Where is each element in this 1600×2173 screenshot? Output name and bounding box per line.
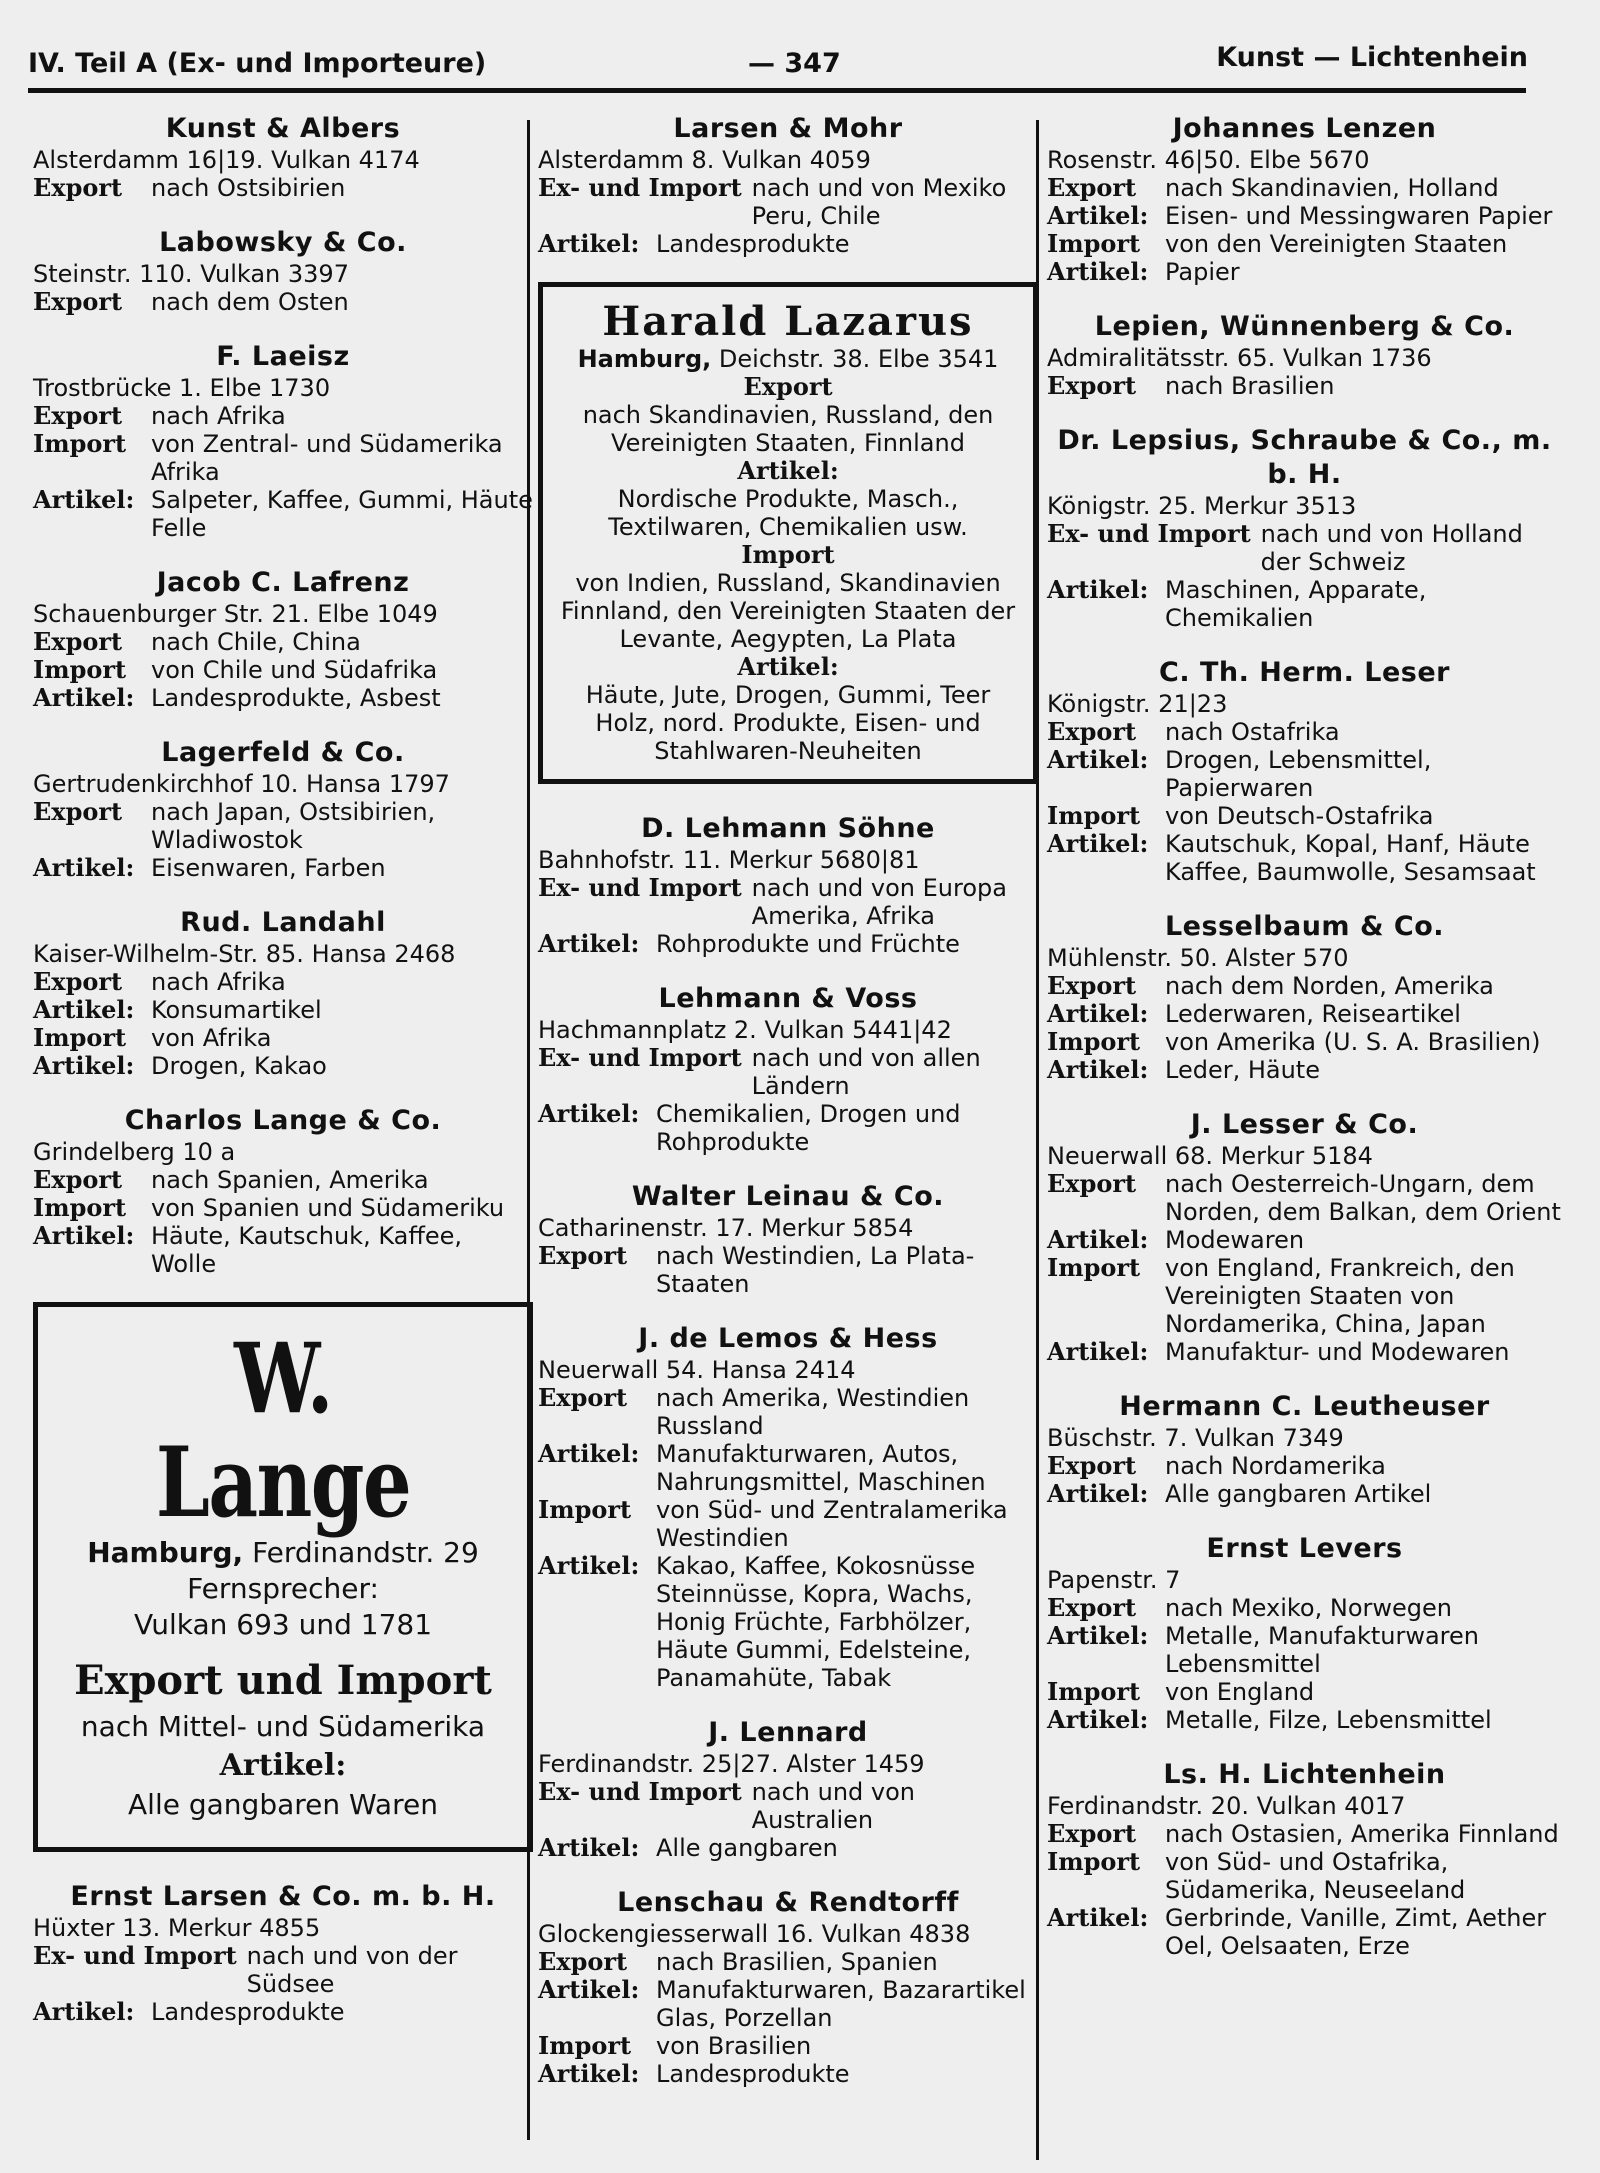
- trade-label: Artikel:: [538, 1975, 640, 2004]
- advert-w-lange: [33, 1302, 533, 1852]
- trade-line: [33, 1166, 533, 1194]
- trade-label: Ex- und Import: [538, 173, 742, 202]
- directory-entry: [1047, 424, 1562, 632]
- trade-text: nach dem Norden, Amerika: [1165, 972, 1494, 1000]
- trade-label: Import: [1047, 1677, 1141, 1706]
- advert-articles-label: Artikel:: [737, 456, 839, 485]
- trade-line: [33, 430, 533, 486]
- trade-text: Manufakturwaren, Bazarartikel Glas, Porzellan: [656, 1976, 1026, 2032]
- directory-entry: [33, 566, 533, 712]
- trade-line: [1047, 718, 1562, 746]
- trade-line: [1047, 1848, 1562, 1904]
- trade-label: Artikel:: [1047, 999, 1149, 1028]
- trade-line: [538, 1948, 1038, 1976]
- trade-label: Artikel:: [1047, 829, 1149, 858]
- trade-text: nach und von Holland der Schweiz: [1260, 520, 1523, 576]
- trade-label: Ex- und Import: [538, 873, 742, 902]
- trade-line: [1047, 1820, 1562, 1848]
- trade-line: [538, 2032, 1038, 2060]
- trade-label: Ex- und Import: [33, 1941, 237, 1970]
- advert-region: nach Mittel- und Südamerika: [80, 1710, 486, 1743]
- company-address: Glockengiesserwall 16. Vulkan 4838: [538, 1920, 971, 1948]
- column-2: [538, 112, 1038, 2112]
- trade-label: Export: [538, 1947, 628, 1976]
- trade-text: nach Skandinavien, Holland: [1165, 174, 1499, 202]
- directory-entry: [1047, 310, 1562, 400]
- trade-text: nach Oesterreich-Ungarn, dem Norden, dem Balkan, dem Orient: [1165, 1170, 1561, 1226]
- advert-phone-label: Fernsprecher:: [187, 1572, 379, 1605]
- trade-line: [33, 402, 533, 430]
- company-name: Lesselbaum & Co.: [1164, 911, 1445, 942]
- trade-label: Import: [33, 1023, 127, 1052]
- trade-label: Artikel:: [1047, 1337, 1149, 1366]
- trade-label: Artikel:: [33, 683, 135, 712]
- trade-label: Import: [538, 1495, 632, 1524]
- trade-line: [538, 1100, 1038, 1156]
- trade-line: [1047, 520, 1562, 576]
- trade-text: Leder, Häute: [1165, 1056, 1320, 1084]
- trade-label: Artikel:: [33, 485, 135, 514]
- trade-label: Artikel:: [538, 1099, 640, 1128]
- trade-label: Export: [33, 287, 123, 316]
- trade-text: Drogen, Kakao: [151, 1052, 327, 1080]
- directory-entry: [1047, 910, 1562, 1084]
- trade-text: nach Spanien, Amerika: [151, 1166, 429, 1194]
- trade-line: [1047, 1226, 1562, 1254]
- trade-line: [1047, 830, 1562, 886]
- trade-line: [1047, 802, 1562, 830]
- trade-label: Artikel:: [33, 1997, 135, 2026]
- trade-label: Import: [33, 655, 127, 684]
- trade-line: [1047, 746, 1562, 802]
- company-name: Kunst & Albers: [165, 113, 401, 144]
- trade-text: nach Afrika: [151, 968, 286, 996]
- trade-line: [33, 1998, 533, 2026]
- section-title: IV. Teil A (Ex- und Importeure): [28, 48, 487, 79]
- advert-city: Hamburg,: [577, 345, 712, 373]
- trade-label: Ex- und Import: [1047, 519, 1251, 548]
- trade-line: [33, 684, 533, 712]
- directory-entry: [1047, 1532, 1562, 1734]
- trade-label: Import: [1047, 1253, 1141, 1282]
- directory-entry: [538, 112, 1038, 258]
- trade-text: nach Japan, Ostsibirien, Wladiwostok: [151, 798, 436, 854]
- directory-entry: [1047, 112, 1562, 286]
- directory-entry: [1047, 1758, 1562, 1960]
- company-address: Hachmannplatz 2. Vulkan 5441|42: [538, 1016, 952, 1044]
- company-name: D. Lehmann Söhne: [641, 813, 935, 844]
- trade-label: Import: [33, 1193, 127, 1222]
- trade-text: Maschinen, Apparate, Chemikalien: [1165, 576, 1427, 632]
- trade-text: von Süd- und Ostafrika, Südamerika, Neuseeland: [1165, 1848, 1466, 1904]
- trade-line: [538, 874, 1038, 930]
- trade-label: Artikel:: [1047, 1705, 1149, 1734]
- advert-harald-lazarus: [538, 282, 1038, 784]
- page-number: — 347: [748, 48, 841, 79]
- company-address: Trostbrücke 1. Elbe 1730: [33, 374, 331, 402]
- trade-text: Landesprodukte: [656, 2060, 850, 2088]
- trade-text: von Afrika: [151, 1024, 272, 1052]
- company-name: F. Laeisz: [216, 341, 350, 372]
- advert-street: Deichstr. 38. Elbe 3541: [718, 345, 999, 373]
- trade-text: Gerbrinde, Vanille, Zimt, Aether Oel, Oelsaaten, Erze: [1165, 1904, 1547, 1960]
- trade-line: [33, 854, 533, 882]
- trade-line: [538, 1242, 1038, 1298]
- trade-label: Artikel:: [538, 229, 640, 258]
- advert-street: Ferdinandstr. 29: [252, 1536, 479, 1569]
- trade-label: Import: [1047, 1847, 1141, 1876]
- company-address: Bahnhofstr. 11. Merkur 5680|81: [538, 846, 920, 874]
- company-address: Büschstr. 7. Vulkan 7349: [1047, 1424, 1344, 1452]
- trade-text: nach Mexiko, Norwegen: [1165, 1594, 1452, 1622]
- trade-line: [1047, 1170, 1562, 1226]
- company-address: Mühlenstr. 50. Alster 570: [1047, 944, 1349, 972]
- company-name: Jacob C. Lafrenz: [156, 567, 410, 598]
- trade-text: nach Chile, China: [151, 628, 361, 656]
- company-address: Neuerwall 68. Merkur 5184: [1047, 1142, 1373, 1170]
- directory-entry: [1047, 1108, 1562, 1366]
- trade-label: Export: [1047, 717, 1137, 746]
- directory-entry: [33, 340, 533, 542]
- company-address: Rosenstr. 46|50. Elbe 5670: [1047, 146, 1370, 174]
- trade-label: Artikel:: [538, 1439, 640, 1468]
- trade-label: Artikel:: [33, 853, 135, 882]
- trade-text: nach Ostasien, Amerika Finnland: [1165, 1820, 1559, 1848]
- advert-city: Hamburg,: [87, 1536, 244, 1569]
- company-name: Johannes Lenzen: [1172, 113, 1437, 144]
- trade-text: Konsumartikel: [151, 996, 322, 1024]
- trade-label: Import: [1047, 1027, 1141, 1056]
- trade-line: [33, 628, 533, 656]
- trade-text: von Spanien und Südameriku: [151, 1194, 505, 1222]
- trade-label: Artikel:: [538, 929, 640, 958]
- trade-text: von Chile und Südafrika: [151, 656, 438, 684]
- trade-line: [538, 174, 1038, 230]
- trade-line: [1047, 1028, 1562, 1056]
- trade-label: Import: [1047, 801, 1141, 830]
- advert-export-label: Export: [743, 372, 833, 401]
- advert-address: [48, 1535, 518, 1571]
- directory-entry: [33, 226, 533, 316]
- company-address: Admiralitätsstr. 65. Vulkan 1736: [1047, 344, 1432, 372]
- trade-text: von England: [1165, 1678, 1315, 1706]
- trade-text: nach Brasilien, Spanien: [656, 1948, 938, 1976]
- company-name: Ls. H. Lichtenhein: [1163, 1759, 1446, 1790]
- company-name: Walter Leinau & Co.: [631, 1181, 945, 1212]
- trade-label: Artikel:: [538, 1833, 640, 1862]
- advert-company-name: W. Lange: [155, 1322, 411, 1539]
- company-name: Dr. Lepsius, Schraube & Co., m. b. H.: [1057, 425, 1552, 490]
- trade-label: Ex- und Import: [538, 1777, 742, 1806]
- trade-label: Export: [33, 401, 123, 430]
- trade-line: [538, 1834, 1038, 1862]
- directory-entry: [538, 812, 1038, 958]
- trade-text: Lederwaren, Reiseartikel: [1165, 1000, 1461, 1028]
- company-name: Rud. Landahl: [180, 907, 386, 938]
- trade-label: Artikel:: [1047, 1903, 1149, 1932]
- trade-line: [538, 1384, 1038, 1440]
- trade-label: Import: [33, 429, 127, 458]
- trade-line: [1047, 1452, 1562, 1480]
- directory-entry: [538, 1180, 1038, 1298]
- company-name: J. Lennard: [708, 1717, 868, 1748]
- trade-text: nach Ostsibirien: [151, 174, 346, 202]
- company-address: Alsterdamm 8. Vulkan 4059: [538, 146, 871, 174]
- company-name: Larsen & Mohr: [673, 113, 903, 144]
- directory-entry: [33, 736, 533, 882]
- trade-line: [1047, 1254, 1562, 1338]
- page-header: [28, 38, 1528, 88]
- trade-text: von den Vereinigten Staaten: [1165, 230, 1508, 258]
- company-address: Schauenburger Str. 21. Elbe 1049: [33, 600, 438, 628]
- trade-line: [1047, 372, 1562, 400]
- trade-line: [33, 486, 533, 542]
- trade-text: nach dem Osten: [151, 288, 349, 316]
- trade-text: von Deutsch-Ostafrika: [1165, 802, 1434, 830]
- company-address: Ferdinandstr. 25|27. Alster 1459: [538, 1750, 925, 1778]
- column-3: [1047, 112, 1562, 1984]
- trade-text: Chemikalien, Drogen und Rohprodukte: [656, 1100, 961, 1156]
- trade-label: Export: [33, 797, 123, 826]
- trade-line: [1047, 1706, 1562, 1734]
- trade-line: [33, 174, 533, 202]
- directory-entry: [538, 1886, 1038, 2088]
- trade-line: [1047, 1594, 1562, 1622]
- company-name: Lepien, Wünnenberg & Co.: [1094, 311, 1515, 342]
- advert-phone: Vulkan 693 und 1781: [133, 1608, 433, 1641]
- directory-entry: [538, 1716, 1038, 1862]
- company-name: Ernst Larsen & Co. m. b. H.: [70, 1881, 496, 1912]
- company-address: Ferdinandstr. 20. Vulkan 4017: [1047, 1792, 1406, 1820]
- trade-line: [1047, 1000, 1562, 1028]
- company-address: Grindelberg 10 a: [33, 1138, 236, 1166]
- directory-entry: [1047, 1390, 1562, 1508]
- trade-text: nach Amerika, Westindien Russland: [656, 1384, 970, 1440]
- trade-line: [1047, 576, 1562, 632]
- trade-line: [538, 1044, 1038, 1100]
- trade-text: Drogen, Lebensmittel, Papierwaren: [1165, 746, 1432, 802]
- trade-text: Modewaren: [1165, 1226, 1305, 1254]
- trade-label: Artikel:: [1047, 257, 1149, 286]
- trade-line: [1047, 202, 1562, 230]
- trade-text: Metalle, Manufakturwaren Lebensmittel: [1165, 1622, 1479, 1678]
- company-name: Ernst Levers: [1206, 1533, 1403, 1564]
- trade-text: nach Afrika: [151, 402, 286, 430]
- directory-entry: [538, 1322, 1038, 1692]
- trade-line: [538, 2060, 1038, 2088]
- trade-text: Alle gangbaren Artikel: [1165, 1480, 1432, 1508]
- trade-line: [33, 1024, 533, 1052]
- trade-label: Artikel:: [1047, 1479, 1149, 1508]
- trade-text: von Brasilien: [656, 2032, 812, 2060]
- trade-line: [1047, 1622, 1562, 1678]
- company-name: Charlos Lange & Co.: [124, 1105, 442, 1136]
- trade-label: Export: [1047, 1819, 1137, 1848]
- trade-label: Export: [538, 1241, 628, 1270]
- company-address: Neuerwall 54. Hansa 2414: [538, 1356, 856, 1384]
- trade-text: Manufakturwaren, Autos, Nahrungsmittel, Maschinen: [656, 1440, 986, 1496]
- trade-text: nach und von Europa Amerika, Afrika: [751, 874, 1007, 930]
- trade-label: Artikel:: [33, 1221, 135, 1250]
- directory-entry: [33, 1880, 533, 2026]
- directory-entry: [33, 906, 533, 1080]
- trade-label: Export: [538, 1383, 628, 1412]
- company-address: Alsterdamm 16|19. Vulkan 4174: [33, 146, 420, 174]
- trade-text: nach Nordamerika: [1165, 1452, 1386, 1480]
- trade-label: Export: [1047, 173, 1137, 202]
- trade-label: Export: [33, 1165, 123, 1194]
- company-address: Catharinenstr. 17. Merkur 5854: [538, 1214, 914, 1242]
- trade-text: von England, Frankreich, den Vereinigten Staaten von Nordamerika, China, Japan: [1165, 1254, 1515, 1338]
- trade-text: Alle gangbaren: [656, 1834, 838, 1862]
- directory-entry: [538, 982, 1038, 1156]
- trade-text: Rohprodukte und Früchte: [656, 930, 960, 958]
- trade-text: Eisenwaren, Farben: [151, 854, 386, 882]
- trade-label: Export: [33, 173, 123, 202]
- trade-line: [538, 1976, 1038, 2032]
- trade-text: nach und von allen Ländern: [751, 1044, 981, 1100]
- trade-line: [538, 230, 1038, 258]
- trade-label: Artikel:: [538, 1551, 640, 1580]
- trade-text: Landesprodukte: [151, 1998, 345, 2026]
- trade-line: [1047, 174, 1562, 202]
- trade-label: Export: [1047, 1451, 1137, 1480]
- trade-label: Artikel:: [33, 1051, 135, 1080]
- trade-text: Salpeter, Kaffee, Gummi, Häute Felle: [151, 486, 533, 542]
- company-address: Gertrudenkirchhof 10. Hansa 1797: [33, 770, 450, 798]
- trade-text: nach und von Mexiko Peru, Chile: [751, 174, 1007, 230]
- trade-text: Metalle, Filze, Lebensmittel: [1165, 1706, 1492, 1734]
- trade-text: Kakao, Kaffee, Kokosnüsse Steinnüsse, Kopra, Wachs, Honig Früchte, Farbhölzer, Häute Gummi, Edelsteine, Panamahüte, Tabak: [656, 1552, 976, 1692]
- company-name: J. de Lemos & Hess: [638, 1323, 938, 1354]
- trade-label: Ex- und Import: [538, 1043, 742, 1072]
- trade-line: [33, 288, 533, 316]
- trade-line: [1047, 258, 1562, 286]
- trade-line: [1047, 972, 1562, 1000]
- directory-entry: [33, 112, 533, 202]
- company-address: Steinstr. 110. Vulkan 3397: [33, 260, 349, 288]
- trade-label: Export: [33, 967, 123, 996]
- trade-text: Papier: [1165, 258, 1240, 286]
- company-address: Papenstr. 7: [1047, 1566, 1181, 1594]
- trade-line: [33, 996, 533, 1024]
- advert-address: [557, 345, 1019, 373]
- trade-label: Artikel:: [1047, 745, 1149, 774]
- advert-articles-text: Nordische Produkte, Masch., Textilwaren, Chemikalien usw.: [608, 485, 968, 541]
- advert-export-text: nach Skandinavien, Russland, den Vereinigten Staaten, Finnland: [582, 401, 994, 457]
- directory-entry: [33, 1104, 533, 1278]
- trade-text: von Zentral- und Südamerika Afrika: [151, 430, 503, 486]
- advert-company-name: Harald Lazarus: [602, 298, 974, 345]
- trade-label: Artikel:: [1047, 201, 1149, 230]
- trade-text: von Amerika (U. S. A. Brasilien): [1165, 1028, 1541, 1056]
- company-name: C. Th. Herm. Leser: [1159, 657, 1450, 688]
- advert-import-label: Import: [741, 540, 835, 569]
- trade-label: Export: [1047, 1593, 1137, 1622]
- trade-line: [538, 1552, 1038, 1692]
- trade-label: Import: [1047, 229, 1141, 258]
- trade-text: nach und von der Südsee: [246, 1942, 458, 1998]
- trade-line: [33, 798, 533, 854]
- company-name: Labowsky & Co.: [159, 227, 407, 258]
- trade-text: nach Ostafrika: [1165, 718, 1340, 746]
- column-1: [33, 112, 533, 2050]
- trade-text: Häute, Kautschuk, Kaffee, Wolle: [151, 1222, 463, 1278]
- trade-text: nach Westindien, La Plata-Staaten: [656, 1242, 975, 1298]
- trade-text: Landesprodukte: [656, 230, 850, 258]
- company-name: Lagerfeld & Co.: [161, 737, 405, 768]
- advert-import-text: von Indien, Russland, Skandinavien Finnland, den Vereinigten Staaten der Levante, Aegypten, La Plata: [560, 569, 1016, 653]
- trade-label: Artikel:: [1047, 1055, 1149, 1084]
- trade-label: Artikel:: [1047, 575, 1149, 604]
- trade-line: [33, 1222, 533, 1278]
- trade-label: Artikel:: [33, 995, 135, 1024]
- header-rule: [28, 88, 1526, 93]
- advert-business: Export und Import: [74, 1657, 492, 1704]
- trade-label: Export: [1047, 371, 1137, 400]
- trade-label: Artikel:: [1047, 1621, 1149, 1650]
- trade-line: [1047, 1338, 1562, 1366]
- directory-entry: [1047, 656, 1562, 886]
- trade-line: [538, 1496, 1038, 1552]
- trade-text: von Süd- und Zentralamerika Westindien: [656, 1496, 1008, 1552]
- company-address: Königstr. 25. Merkur 3513: [1047, 492, 1357, 520]
- trade-line: [538, 930, 1038, 958]
- company-address: Königstr. 21|23: [1047, 690, 1228, 718]
- trade-line: [1047, 1678, 1562, 1706]
- advert-articles-label: Artikel:: [219, 1748, 347, 1783]
- advert-articles: Alle gangbaren Waren: [128, 1788, 438, 1821]
- running-head: Kunst — Lichtenhein: [1216, 42, 1528, 73]
- trade-line: [1047, 1056, 1562, 1084]
- trade-line: [1047, 1480, 1562, 1508]
- trade-label: Artikel:: [538, 2059, 640, 2088]
- trade-text: Eisen- und Messingwaren Papier: [1165, 202, 1553, 230]
- trade-text: nach und von Australien: [751, 1778, 916, 1834]
- advert-articles-label: Artikel:: [737, 652, 839, 681]
- trade-line: [1047, 230, 1562, 258]
- trade-line: [538, 1440, 1038, 1496]
- trade-label: Export: [33, 627, 123, 656]
- advert-articles-text: Häute, Jute, Drogen, Gummi, Teer Holz, nord. Produkte, Eisen- und Stahlwaren-Neuheiten: [585, 681, 991, 765]
- trade-text: Landesprodukte, Asbest: [151, 684, 441, 712]
- trade-line: [538, 1778, 1038, 1834]
- trade-line: [33, 1194, 533, 1222]
- company-address: Hüxter 13. Merkur 4855: [33, 1914, 321, 1942]
- trade-label: Import: [538, 2031, 632, 2060]
- trade-line: [33, 1942, 533, 1998]
- trade-text: Manufaktur- und Modewaren: [1165, 1338, 1510, 1366]
- trade-text: nach Brasilien: [1165, 372, 1335, 400]
- company-name: Lenschau & Rendtorff: [617, 1887, 959, 1918]
- trade-text: Kautschuk, Kopal, Hanf, Häute Kaffee, Baumwolle, Sesamsaat: [1165, 830, 1536, 886]
- company-address: Kaiser-Wilhelm-Str. 85. Hansa 2468: [33, 940, 456, 968]
- trade-line: [33, 1052, 533, 1080]
- company-name: J. Lesser & Co.: [1190, 1109, 1419, 1140]
- trade-line: [33, 968, 533, 996]
- trade-label: Export: [1047, 971, 1137, 1000]
- trade-label: Export: [1047, 1169, 1137, 1198]
- company-name: Lehmann & Voss: [658, 983, 918, 1014]
- trade-label: Artikel:: [1047, 1225, 1149, 1254]
- trade-line: [1047, 1904, 1562, 1960]
- company-name: Hermann C. Leutheuser: [1119, 1391, 1490, 1422]
- trade-line: [33, 656, 533, 684]
